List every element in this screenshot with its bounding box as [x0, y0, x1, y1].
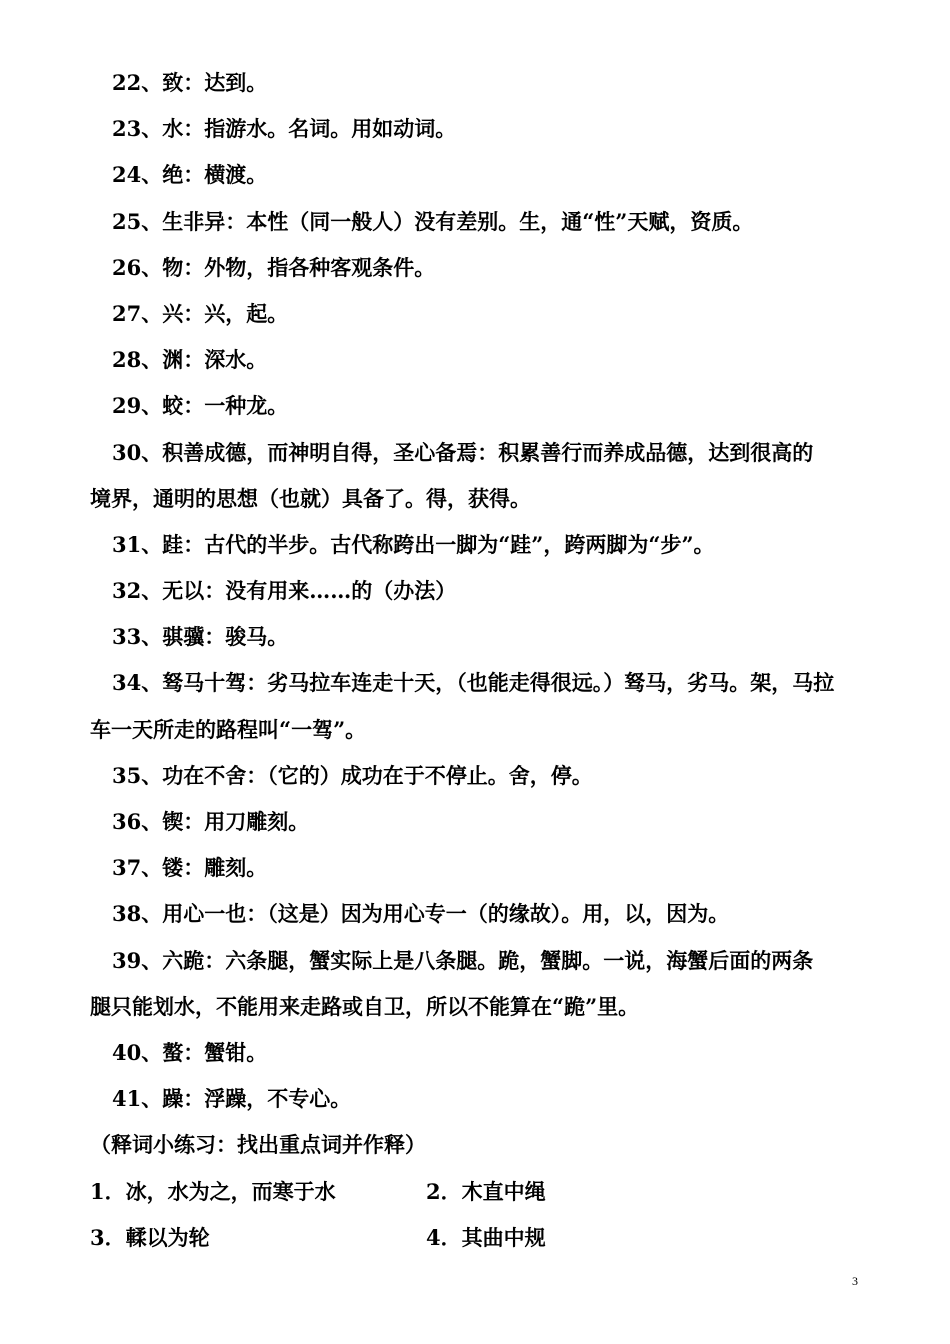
entry-34: 34、驽马十驾：劣马拉车连走十天，（也能走得很远。）驽马，劣马。架，马拉	[112, 670, 835, 696]
entry-30: 30、积善成德，而神明自得，圣心备焉：积累善行而养成品德，达到很高的	[112, 439, 814, 465]
entry-23: 23、水：指游水。名词。用如动词。	[112, 116, 457, 142]
exercise-item-1: 1．冰，水为之，而寒于水	[90, 1178, 336, 1204]
entry-29: 29、蛟：一种龙。	[112, 393, 289, 419]
entry-31: 31、跬：古代的半步。古代称跨出一脚为“跬”，跨两脚为“步”。	[112, 531, 715, 557]
entry-36: 36、锲：用刀雕刻。	[112, 809, 310, 834]
entry-24: 24、绝：横渡。	[112, 162, 268, 188]
entry-30-continued: 境界，通明的思想（也就）具备了。得，获得。	[90, 485, 531, 511]
entry-37: 37、镂：雕刻。	[112, 855, 268, 881]
exercise-heading: （释词小练习：找出重点词并作释）	[90, 1132, 426, 1158]
entry-28: 28、渊：深水。	[112, 347, 268, 373]
exercise-row-1	[90, 1169, 862, 1215]
entry-22: 22、致：达到。	[112, 70, 268, 95]
exercise-item-2: 2．木直中绳	[426, 1178, 546, 1204]
annotation-list	[90, 60, 862, 1261]
entry-40: 40、螯：蟹钳。	[112, 1039, 268, 1065]
entry-25: 25、生非异：本性（同一般人）没有差别。生，通“性”天赋，资质。	[112, 208, 754, 234]
exercise-row-2	[90, 1215, 862, 1261]
entry-35: 35、功在不舍：（它的）成功在于不停止。舍，停。	[112, 762, 593, 788]
page-number: 3	[852, 1274, 858, 1288]
entry-32: 32、无以：没有用来……的（办法）	[112, 578, 457, 604]
exercise-item-4: 4．其曲中规	[426, 1224, 546, 1250]
entry-39: 39、六跪：六条腿，蟹实际上是八条腿。跪，蟹脚。一说，海蟹后面的两条	[112, 947, 814, 973]
entry-27: 27、兴：兴，起。	[112, 300, 289, 326]
exercise-item-3: 3．輮以为轮	[90, 1224, 210, 1250]
entry-34-continued: 车一天所走的路程叫“一驾”。	[90, 716, 367, 742]
entry-26: 26、物：外物，指各种客观条件。	[112, 254, 436, 280]
entry-38: 38、用心一也：（这是）因为用心专一（的缘故）。用，以，因为。	[112, 901, 730, 927]
entry-41: 41、躁：浮躁，不专心。	[112, 1086, 352, 1112]
entry-33: 33、骐骥：骏马。	[112, 624, 289, 650]
entry-39-continued: 腿只能划水，不能用来走路或自卫，所以不能算在“跪”里。	[90, 993, 640, 1019]
